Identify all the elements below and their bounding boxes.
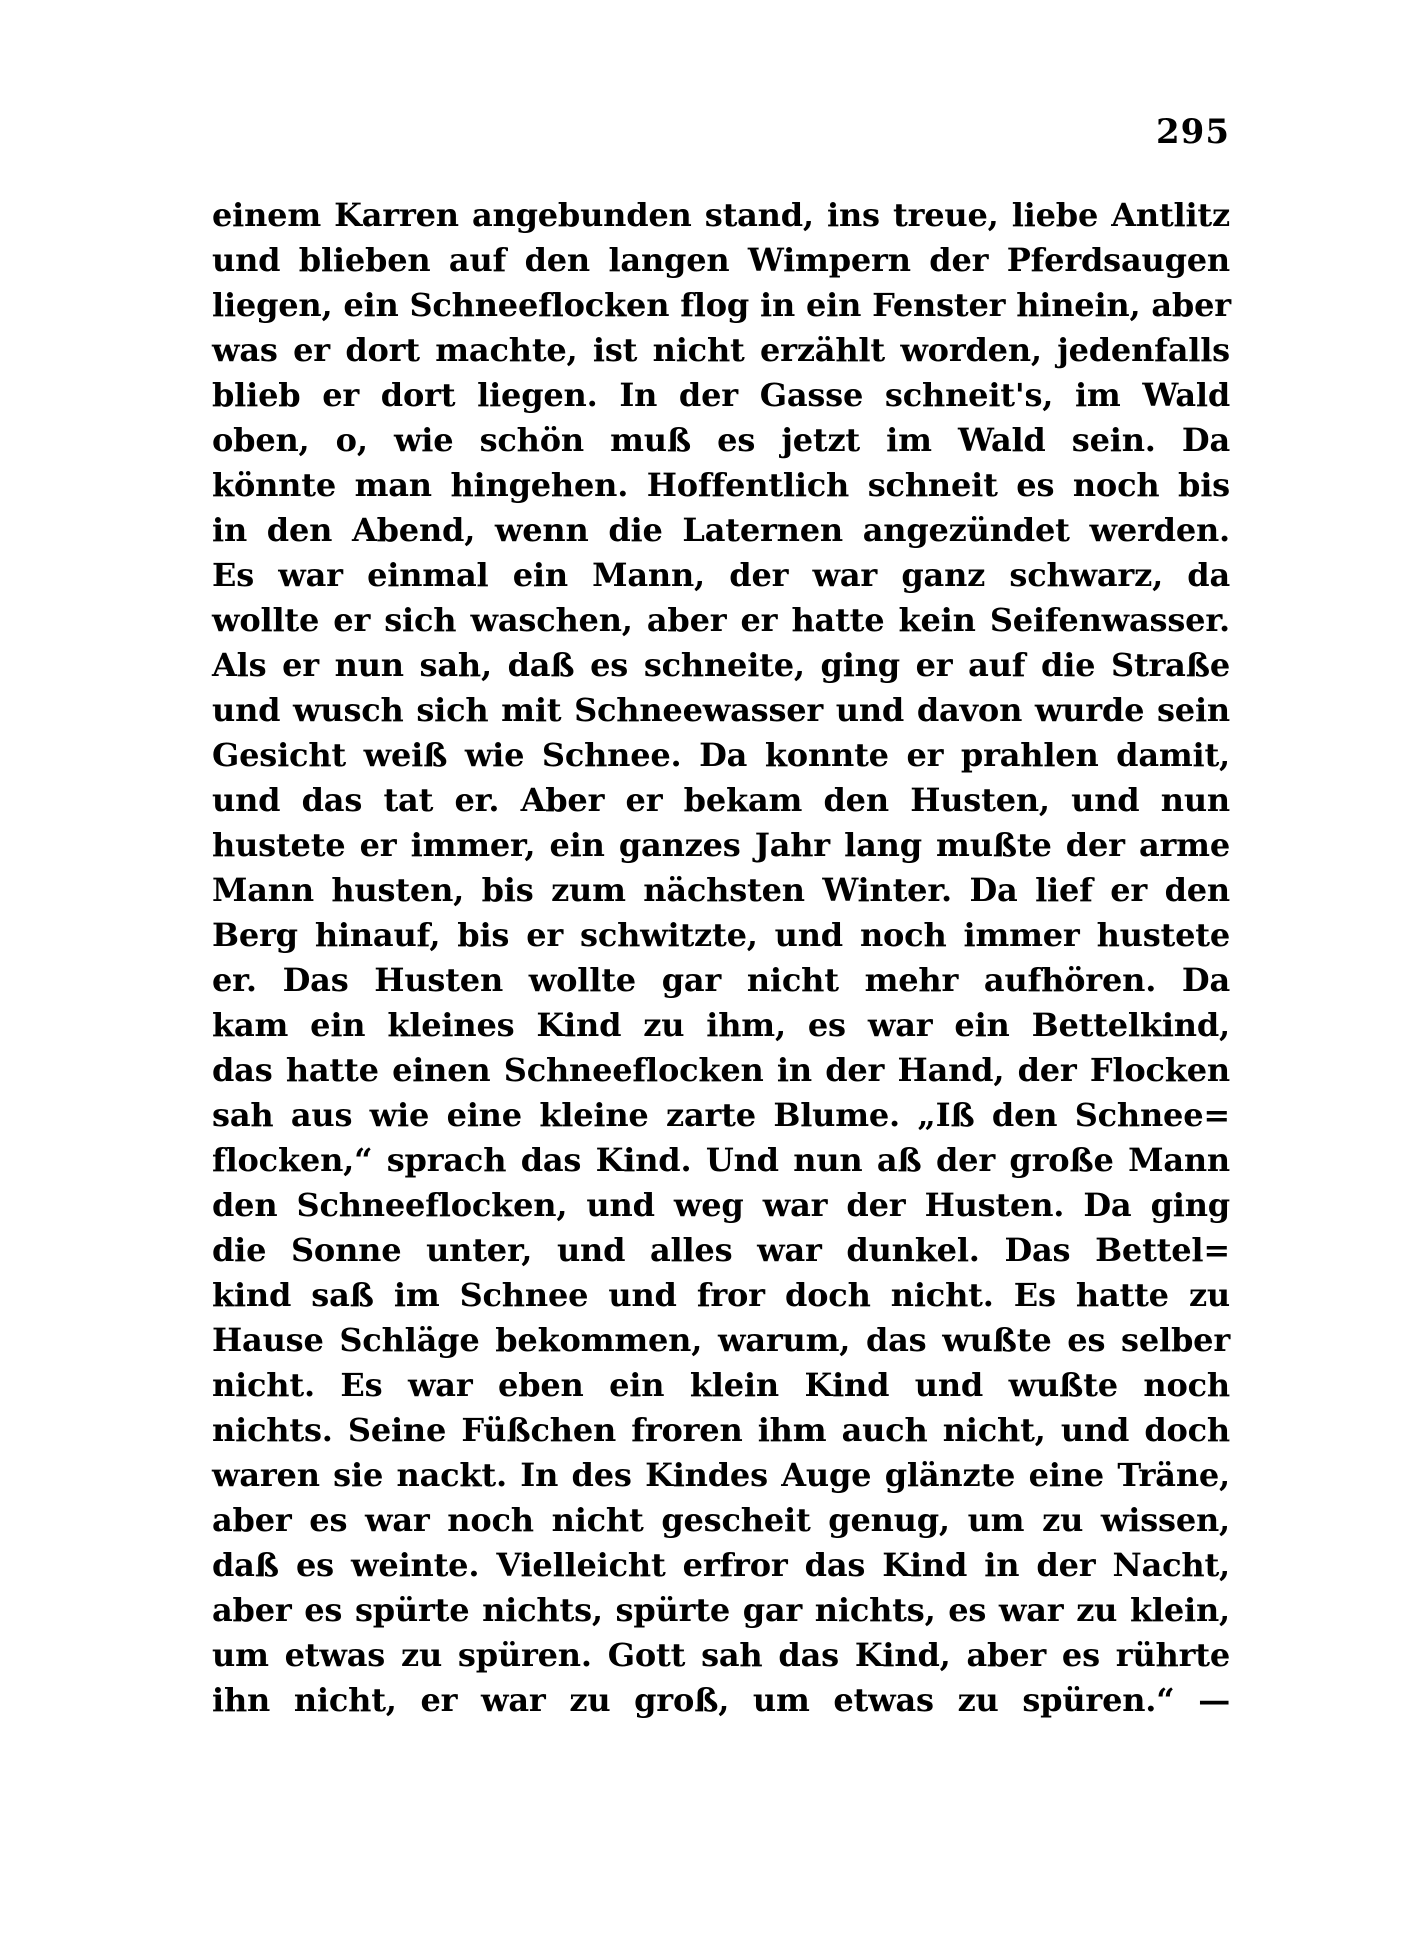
page-number: 295 (1156, 112, 1230, 152)
text-line: was er dort machte, ist nicht erzählt worden, jedenfalls (212, 331, 1230, 369)
text-line: er. Das Husten wollte gar nicht mehr aufhören. Da (212, 961, 1230, 999)
text-line: einem Karren angebunden stand, ins treue, liebe Antlitz (212, 196, 1230, 234)
text-line: Gesicht weiß wie Schnee. Da konnte er prahlen damit, (212, 736, 1230, 774)
text-line: aber es war noch nicht gescheit genug, um zu wissen, (212, 1501, 1230, 1539)
text-line: könnte man hingehen. Hoffentlich schneit es noch bis (212, 466, 1230, 504)
text-line: Berg hinauf, bis er schwitzte, und noch immer hustete (212, 916, 1230, 954)
body-text (212, 193, 1230, 1723)
text-line: in den Abend, wenn die Laternen angezündet werden. (212, 511, 1230, 549)
text-line: und das tat er. Aber er bekam den Husten, und nun (212, 781, 1230, 819)
text-line: und blieben auf den langen Wimpern der Pferdsaugen (212, 241, 1230, 279)
text-line: nicht. Es war eben ein klein Kind und wußte noch (212, 1366, 1230, 1404)
text-line: daß es weinte. Vielleicht erfror das Kind in der Nacht, (212, 1546, 1230, 1584)
text-line: kind saß im Schnee und fror doch nicht. Es hatte zu (212, 1276, 1230, 1314)
text-line: liegen, ein Schneeflocken flog in ein Fenster hinein, aber (212, 286, 1231, 324)
text-line: das hatte einen Schneeflocken in der Hand, der Flocken (212, 1051, 1230, 1089)
text-line: waren sie nackt. In des Kindes Auge glänzte eine Träne, (212, 1456, 1230, 1494)
text-line: ihn nicht, er war zu groß, um etwas zu spüren.“ — (212, 1681, 1230, 1719)
text-line: kam ein kleines Kind zu ihm, es war ein Bettelkind, (212, 1006, 1230, 1044)
text-line: oben, o, wie schön muß es jetzt im Wald sein. Da (212, 421, 1230, 459)
text-line: Es war einmal ein Mann, der war ganz schwarz, da (212, 556, 1230, 594)
text-line: den Schneeflocken, und weg war der Husten. Da ging (212, 1186, 1230, 1224)
text-line: Mann husten, bis zum nächsten Winter. Da lief er den (212, 871, 1230, 909)
text-line: Als er nun sah, daß es schneite, ging er auf die Straße (212, 646, 1230, 684)
text-line: blieb er dort liegen. In der Gasse schneit's, im Wald (212, 376, 1230, 414)
text-line: Hause Schläge bekommen, warum, das wußte es selber (212, 1321, 1230, 1359)
text-line: und wusch sich mit Schneewasser und davon wurde sein (212, 691, 1230, 729)
text-line: nichts. Seine Füßchen froren ihm auch nicht, und doch (212, 1411, 1230, 1449)
text-line: aber es spürte nichts, spürte gar nichts, es war zu klein, (212, 1591, 1230, 1629)
text-line: hustete er immer, ein ganzes Jahr lang mußte der arme (212, 826, 1230, 864)
text-line: die Sonne unter, und alles war dunkel. Das Bettel= (212, 1231, 1230, 1269)
text-line: wollte er sich waschen, aber er hatte kein Seifenwasser. (212, 601, 1230, 639)
text-line: sah aus wie eine kleine zarte Blume. „Iß den Schnee= (212, 1096, 1230, 1134)
text-line: um etwas zu spüren. Gott sah das Kind, aber es rührte (212, 1636, 1230, 1674)
text-line: flocken,“ sprach das Kind. Und nun aß der große Mann (212, 1141, 1230, 1179)
